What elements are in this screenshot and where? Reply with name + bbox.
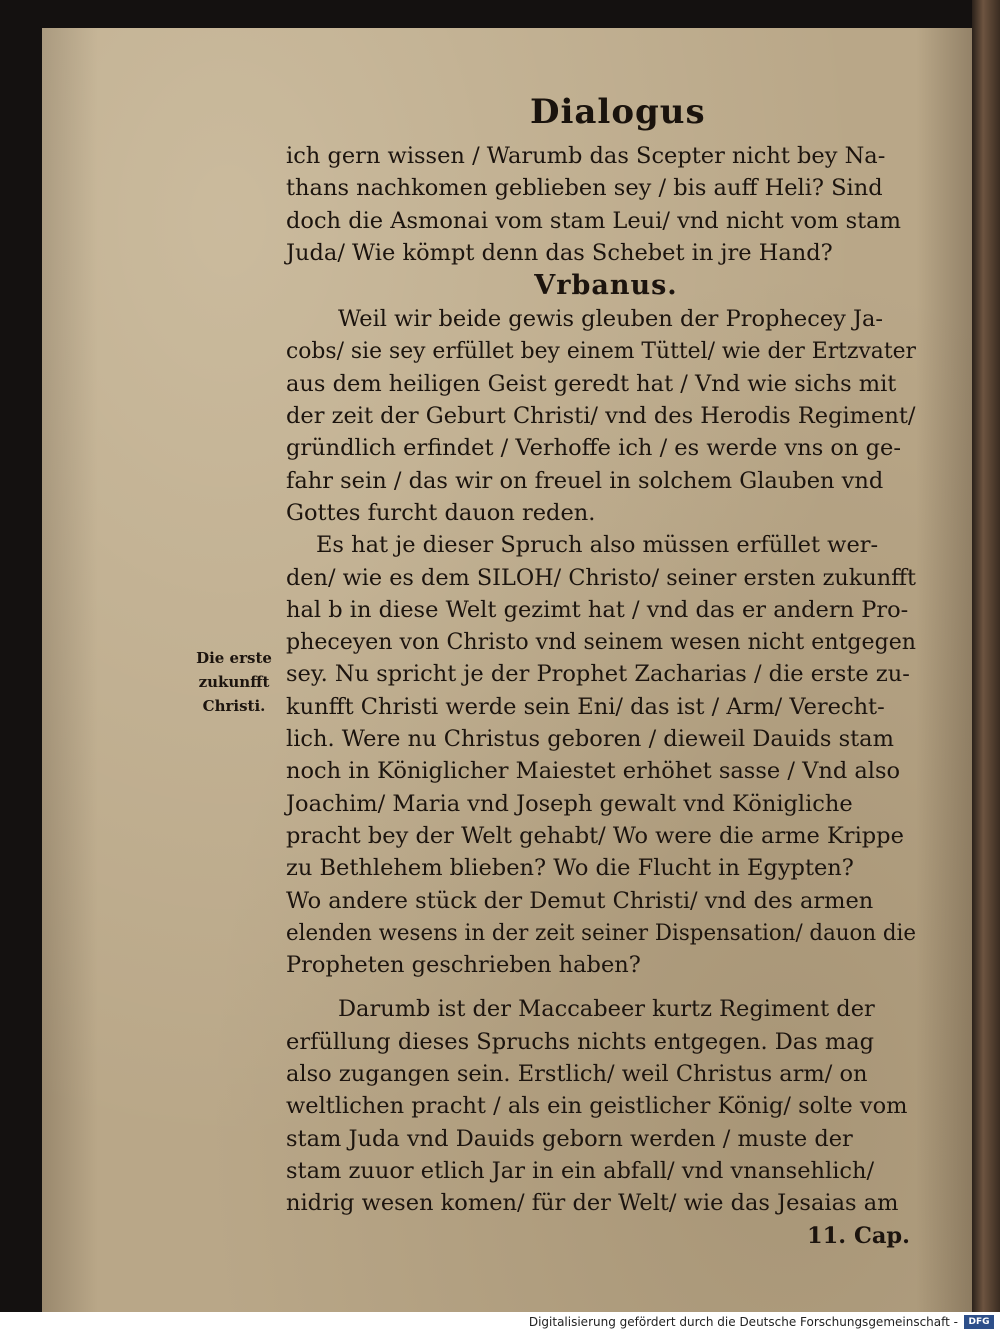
text-line: elenden wesens in der zeit seiner Dispensation/ dauon die <box>286 919 916 946</box>
speaker-heading: Vrbanus. <box>534 270 678 302</box>
text-line: sey. Nu spricht je der Prophet Zacharias / die erste zu- <box>286 661 910 688</box>
marginal-note-line: Die erste <box>196 649 272 667</box>
text-line: Juda/ Wie kömpt denn das Schebet in jre Hand? <box>286 239 833 266</box>
text-line: Wo andere stück der Demut Christi/ vnd des armen <box>286 887 874 914</box>
text-line: doch die Asmonai vom stam Leui/ vnd nicht vom stam <box>286 207 901 234</box>
footer-credit: Digitalisierung gefördert durch die Deutsche Forschungsgemeinschaft - <box>528 1315 958 1329</box>
text-line: der zeit der Geburt Christi/ vnd des Herodis Regiment/ <box>286 403 916 430</box>
text-line: Propheten geschrieben haben? <box>286 952 641 979</box>
text-line: zu Bethlehem blieben? Wo die Flucht in Egypten? <box>286 855 854 882</box>
text-line: gründlich erfindet / Verhoffe ich / es werde vns on ge- <box>286 435 901 462</box>
text-line: erfüllung dieses Spruchs nichts entgegen. Das mag <box>286 1028 875 1055</box>
text-line: lich. Were nu Christus geboren / dieweil Dauids stam <box>286 726 894 753</box>
marginal-note-line: Christi. <box>202 697 266 715</box>
marginal-note-line: zukunfft <box>198 673 270 691</box>
text-line: noch in Königlicher Maiestet erhöhet sasse / Vnd also <box>286 758 901 785</box>
text-line: pheceyen von Christo vnd seinem wesen nicht entgegen <box>286 629 916 656</box>
text-line: Es hat je dieser Spruch also müssen erfüllet wer- <box>316 532 879 559</box>
text-line: nidrig wesen komen/ für der Welt/ wie das Jesaias am <box>286 1190 899 1217</box>
text-line: pracht bey der Welt gehabt/ Wo were die arme Krippe <box>286 822 904 849</box>
dfg-logo: DFG <box>964 1315 994 1329</box>
text-line: Weil wir beide gewis gleuben der Prophecey Ja- <box>338 306 884 333</box>
digitization-footer <box>0 1312 1000 1333</box>
catchword: 11. Cap. <box>806 1222 910 1249</box>
book-binding-edge <box>972 0 1000 1312</box>
text-line: kunfft Christi werde sein Eni/ das ist / Arm/ Verecht- <box>286 693 885 720</box>
text-line: cobs/ sie sey erfüllet bey einem Tüttel/ wie der Ertzvater <box>286 338 916 365</box>
text-line: ich gern wissen / Warumb das Scepter nicht bey Na- <box>286 143 886 169</box>
text-line: Darumb ist der Maccabeer kurtz Regiment der <box>338 996 875 1023</box>
text-line: Joachim/ Maria vnd Joseph gewalt vnd Königliche <box>286 790 853 817</box>
paragraph-gap <box>286 981 916 993</box>
main-text-block <box>286 140 916 1252</box>
text-line: aus dem heiligen Geist geredt hat / Vnd wie sichs mit <box>286 370 897 397</box>
text-line: thans nachkomen geblieben sey / bis auff Heli? Sind <box>286 175 883 202</box>
text-line: stam zuuor etlich Jar in ein abfall/ vnd vnansehlich/ <box>286 1157 875 1184</box>
text-line: weltlichen pracht / als ein geistlicher König/ solte vom <box>286 1093 908 1120</box>
text-line: Gottes furcht dauon reden. <box>286 499 596 526</box>
marginal-note <box>188 646 280 718</box>
text-line: stam Juda vnd Dauids geborn werden / muste der <box>286 1125 853 1152</box>
text-line: hal b in diese Welt gezimt hat / vnd das er andern Pro- <box>286 596 909 623</box>
text-line: fahr sein / das wir on freuel in solchem Glauben vnd <box>286 467 884 494</box>
text-line: den/ wie es dem SILOH/ Christo/ seiner ersten zukunfft <box>286 564 916 591</box>
text-line: also zugangen sein. Erstlich/ weil Christus arm/ on <box>286 1061 868 1088</box>
running-head: Dialogus <box>530 92 706 132</box>
